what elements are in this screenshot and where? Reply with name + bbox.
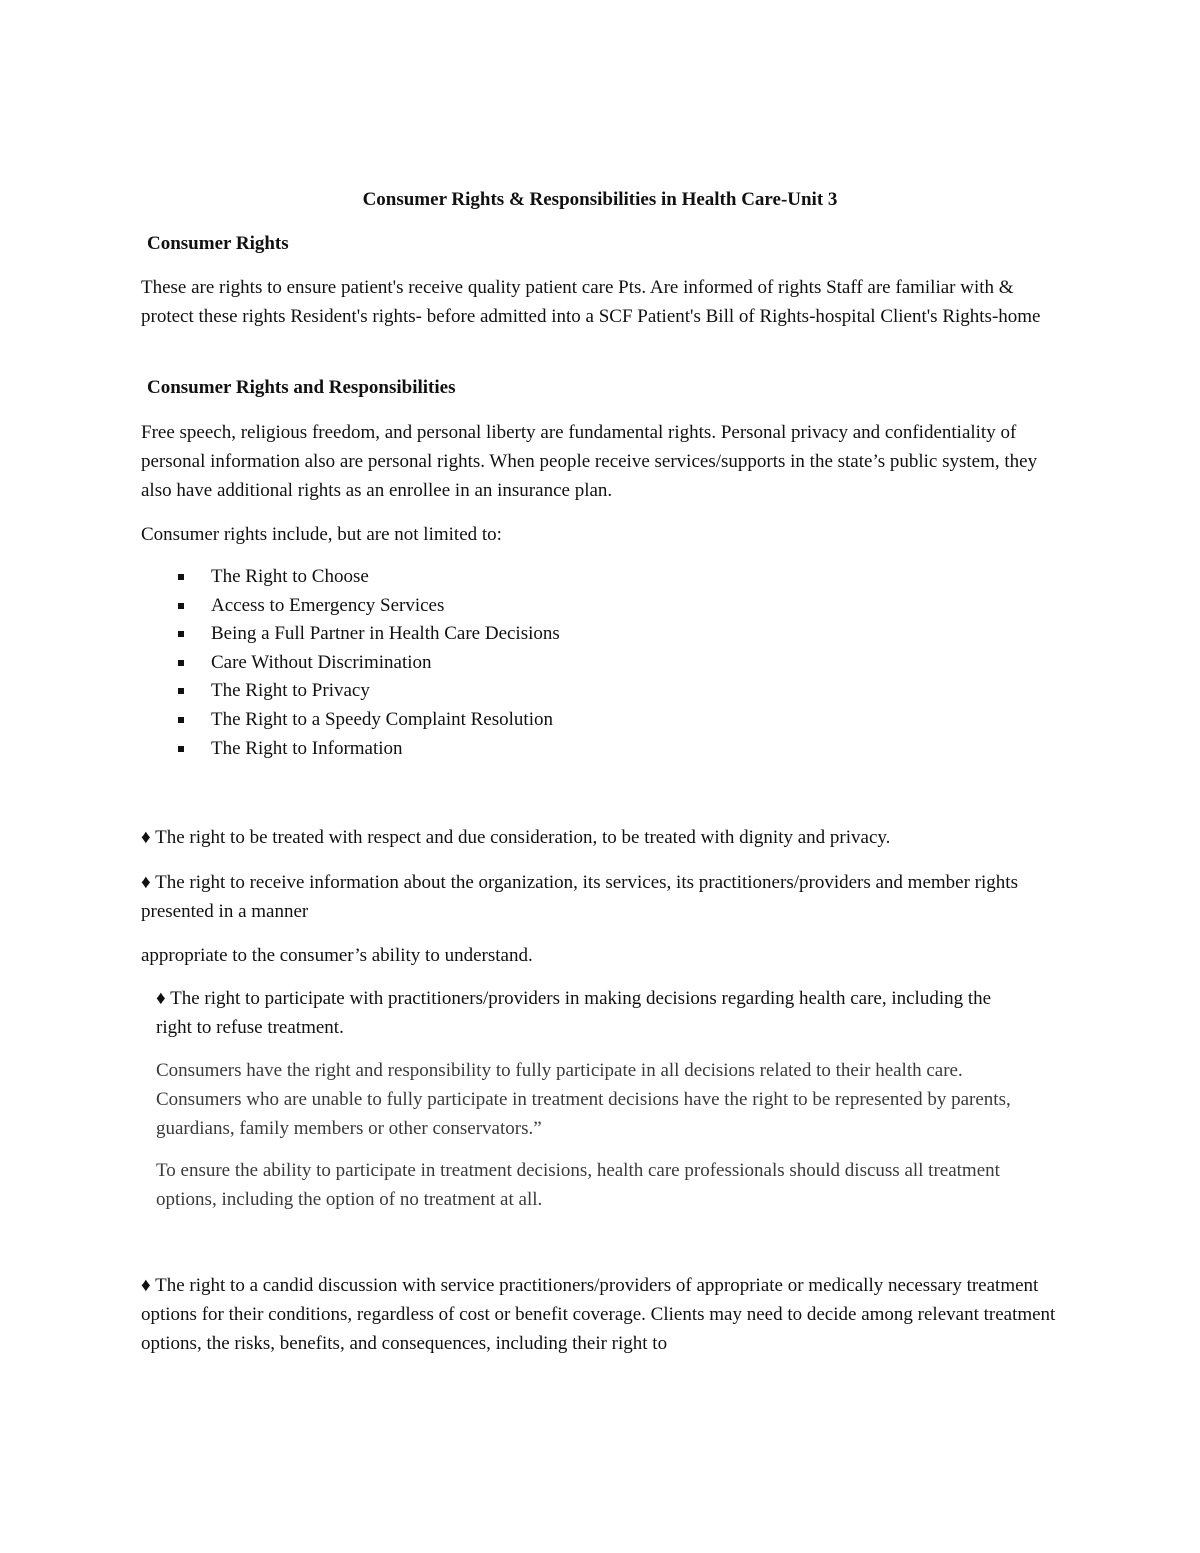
list-item: Care Without Discrimination bbox=[141, 649, 560, 678]
right-participate-paragraph: ♦ The right to participate with practitioners/providers in making decisions regarding health care, including the right to refuse treatment. bbox=[156, 988, 992, 1038]
square-bullet-icon bbox=[178, 717, 184, 723]
list-item: The Right to Choose bbox=[141, 563, 560, 592]
square-bullet-icon bbox=[178, 746, 184, 752]
document-title: Consumer Rights & Responsibilities in Health Care-Unit 3 bbox=[362, 189, 838, 210]
diamond-bullet-icon: ♦ bbox=[156, 988, 166, 1009]
right-information-paragraph: ♦ The right to receive information about the organization, its services, its practitioners/providers and member rights presented in a manner bbox=[141, 872, 1018, 922]
diamond-bullet-icon: ♦ bbox=[141, 1275, 151, 1296]
consumer-rights-paragraph: These are rights to ensure patient's receive quality patient care Pts. Are informed of rights Staff are familiar with & protect these rights Resident's rights- before admitted into a SCF Patient's Bill of Rights-hospital Client's Rights-home bbox=[141, 277, 1041, 327]
square-bullet-icon bbox=[178, 688, 184, 694]
list-item: Being a Full Partner in Health Care Decisions bbox=[141, 620, 560, 649]
list-item: Access to Emergency Services bbox=[141, 592, 560, 621]
diamond-bullet-icon: ♦ bbox=[141, 827, 151, 848]
treatment-options-note-paragraph: To ensure the ability to participate in treatment decisions, health care professionals should discuss all treatment options, including the option of no treatment at all. bbox=[156, 1160, 1000, 1210]
section-heading-rights-and-responsibilities: Consumer Rights and Responsibilities bbox=[147, 377, 456, 398]
square-bullet-icon bbox=[178, 631, 184, 637]
list-item: The Right to Information bbox=[141, 735, 560, 764]
fundamental-rights-paragraph: Free speech, religious freedom, and personal liberty are fundamental rights. Personal privacy and confidentiality of personal information also are personal rights. When people receive services/supports in the state’s public system, they also have additional rights as an enrollee in an insurance plan. bbox=[141, 422, 1038, 501]
right-candid-discussion-paragraph: ♦ The right to a candid discussion with service practitioners/providers of appropriate or medically necessary treatment options for their conditions, regardless of cost or benefit coverage. Clients may need to decide among relevant treatment options, the risks, benefits, and consequences, including their right to bbox=[141, 1275, 1056, 1354]
list-item: The Right to Privacy bbox=[141, 677, 560, 706]
square-bullet-icon bbox=[178, 574, 184, 580]
list-item: The Right to a Speedy Complaint Resolution bbox=[141, 706, 560, 735]
square-bullet-icon bbox=[178, 660, 184, 666]
square-bullet-icon bbox=[178, 603, 184, 609]
participation-note-paragraph: Consumers have the right and responsibility to fully participate in all decisions related to their health care. Consumers who are unable to fully participate in treatment decisions have the right to be represented by parents, guardians, family members or other conservators.” bbox=[156, 1060, 1011, 1139]
list-intro: Consumer rights include, but are not limited to: bbox=[141, 524, 502, 545]
section-heading-consumer-rights: Consumer Rights bbox=[147, 233, 289, 254]
diamond-bullet-icon: ♦ bbox=[141, 872, 151, 893]
right-information-continuation: appropriate to the consumer’s ability to understand. bbox=[141, 945, 533, 966]
right-respect-paragraph: ♦ The right to be treated with respect and due consideration, to be treated with dignity and privacy. bbox=[141, 827, 891, 848]
consumer-rights-list bbox=[141, 563, 560, 763]
